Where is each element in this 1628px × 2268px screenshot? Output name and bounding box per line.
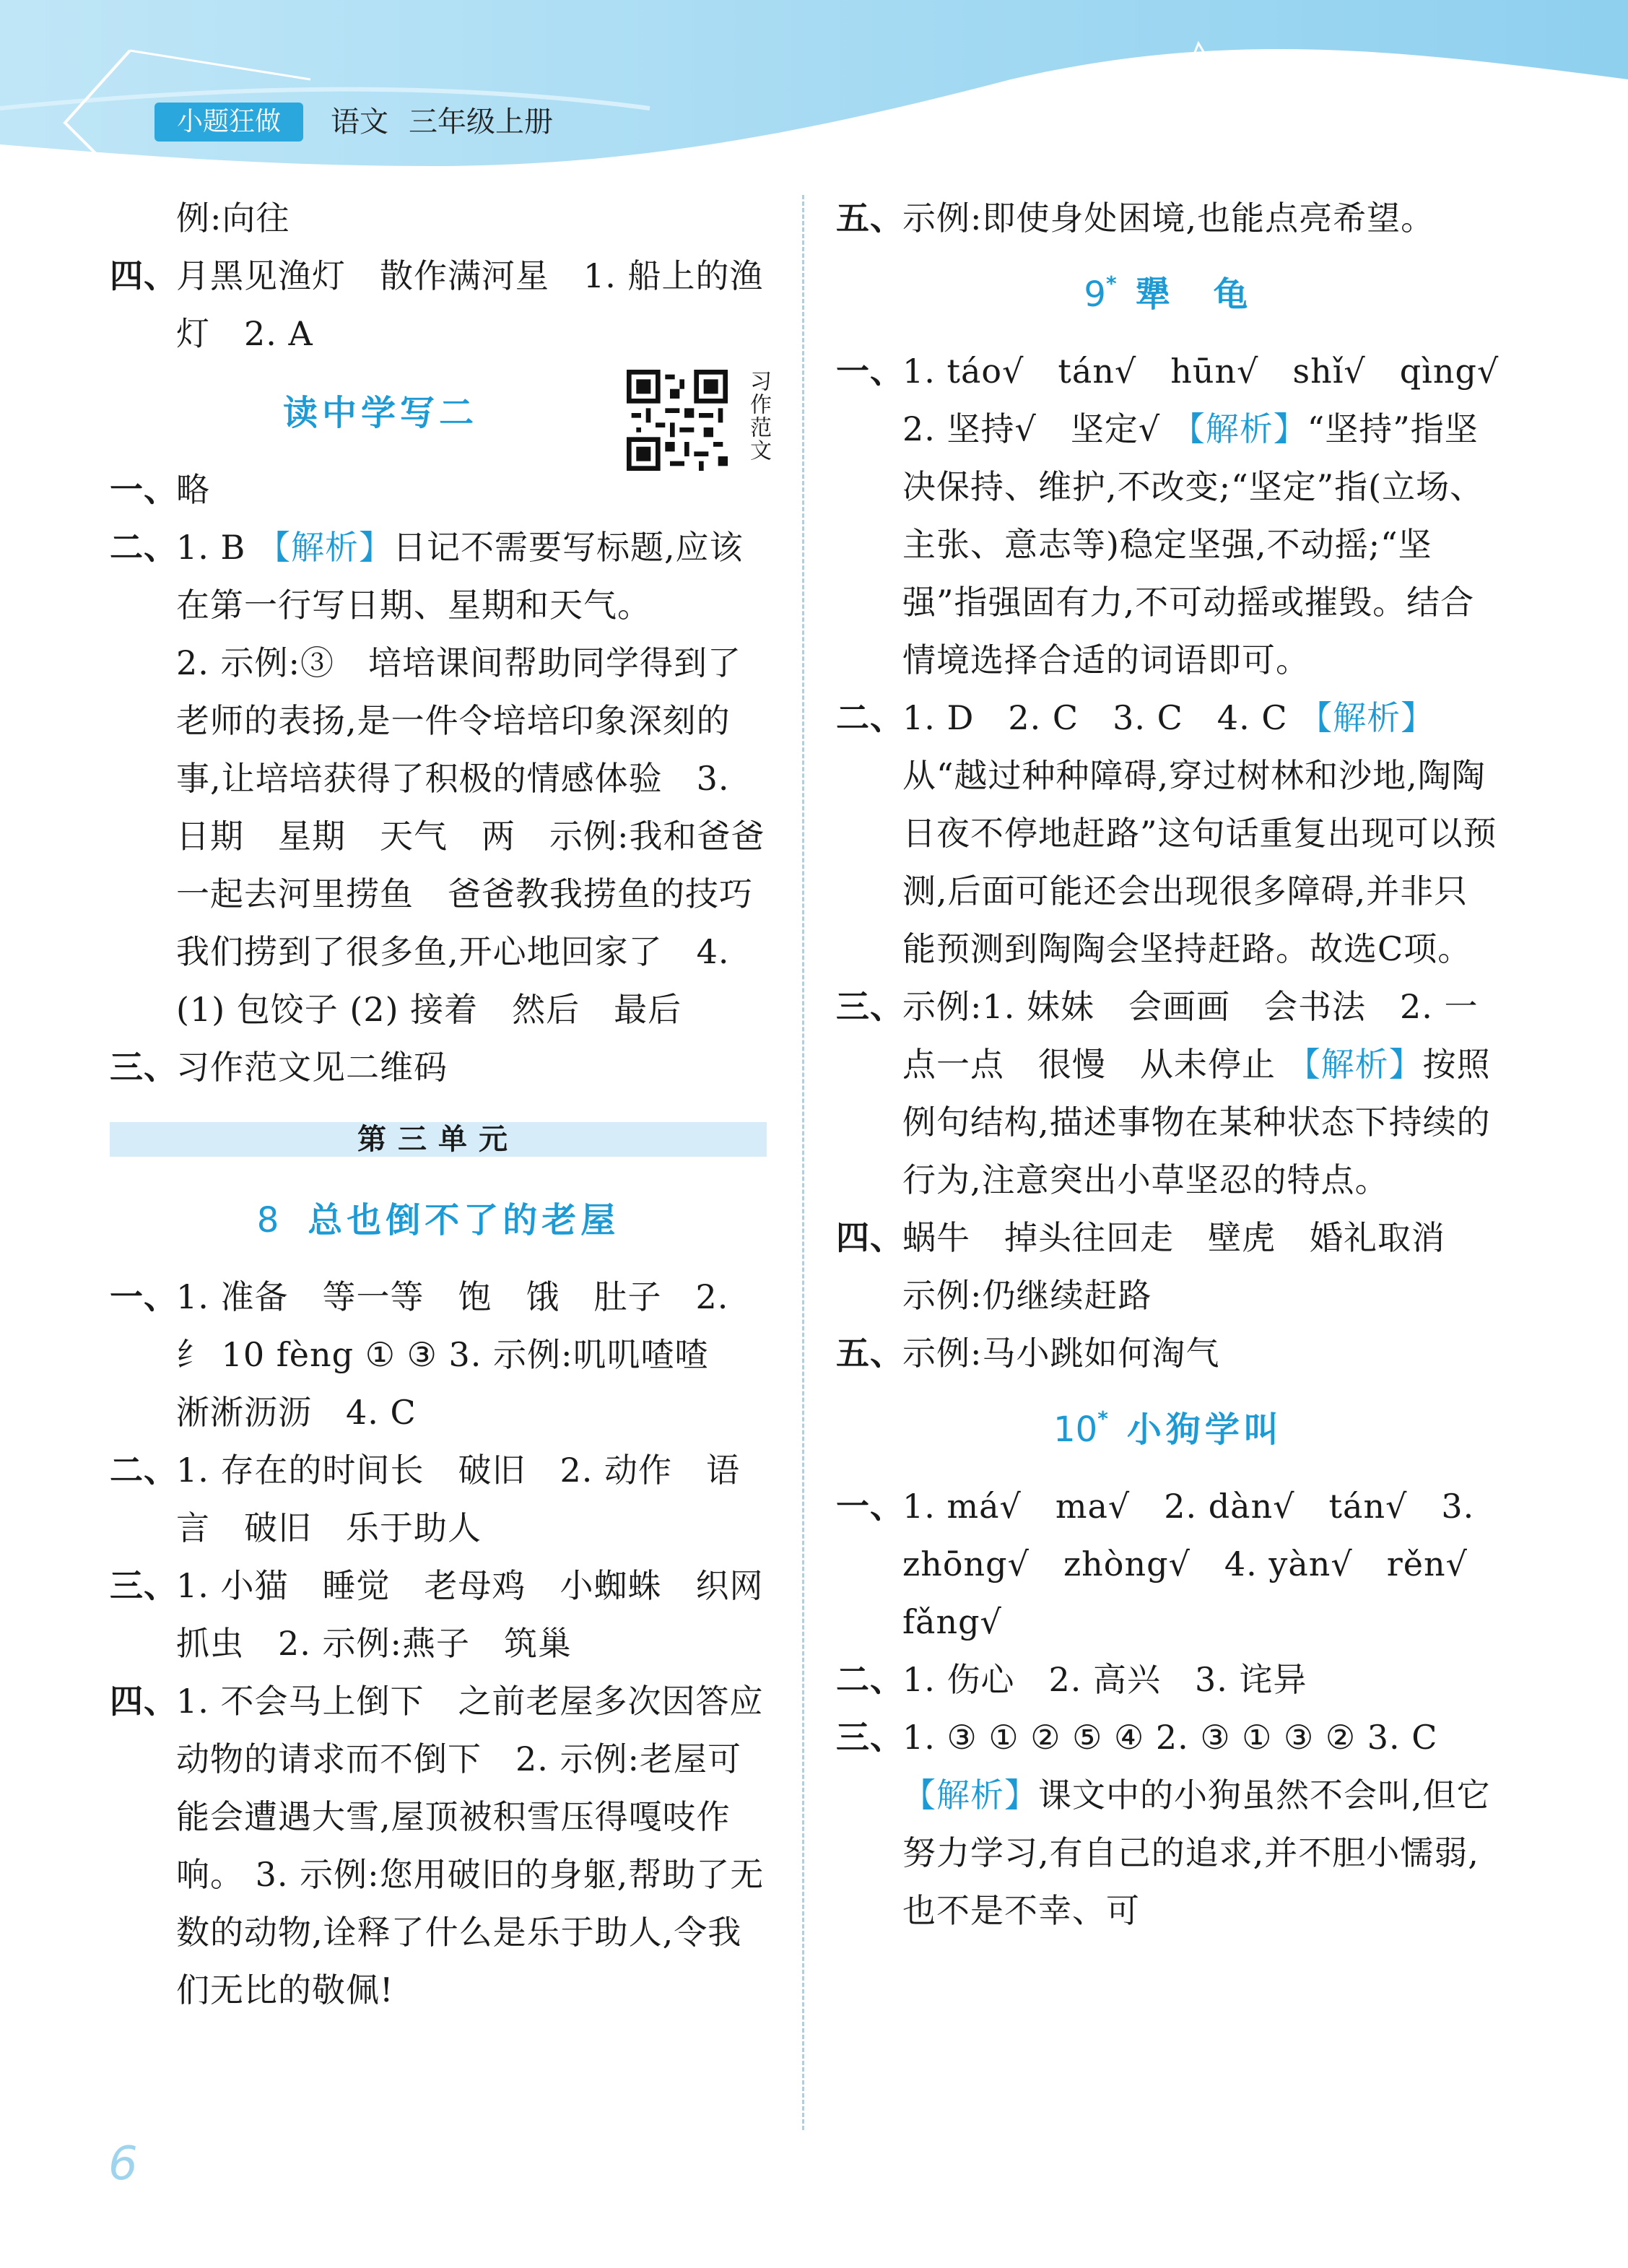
lesson-9-title bbox=[836, 251, 1500, 338]
right-column bbox=[836, 189, 1533, 1939]
lesson9-section-5: 五、 示例:马小跳如何淘气 bbox=[836, 1334, 1220, 1373]
lesson10-section-1: 一、 1. má√ ma√ 2. dàn√ tán√ 3. zhōng√ zhòng√ 4. yàn√ rěn√ fǎng√ bbox=[836, 1487, 1502, 1641]
analysis-tag: 【解析】 bbox=[1171, 409, 1307, 448]
lesson9-section-1: 一、 1. táo√ tán√ hūn√ shǐ√ qìng√ 2. 坚持√ 坚定√ 【解析】“坚持”指坚决保持、维护,不改变;“坚定”指(立场、主张、意志等)稳定坚强,不动摇;“坚强”指强固有力,不可动摇或摧毁。结合情境选择合适的词语即可。 bbox=[836, 352, 1533, 679]
qr-code-icon[interactable] bbox=[627, 370, 728, 471]
analysis-tag: 【解析】 bbox=[1299, 698, 1435, 737]
analysis-tag: 【解析】 bbox=[1287, 1045, 1423, 1084]
qr-code-block[interactable] bbox=[627, 370, 771, 478]
grade-label: 三年级上册 bbox=[409, 105, 553, 139]
section-title-read-write: 读中学写二 bbox=[282, 393, 478, 433]
lesson-number: 9 bbox=[1084, 274, 1106, 315]
lesson-name: 小狗学叫 bbox=[1126, 1409, 1283, 1450]
page-number: 6 bbox=[108, 2137, 138, 2191]
subject-label: 语文 bbox=[331, 105, 388, 139]
lesson-8-title bbox=[110, 1177, 767, 1264]
series-badge: 小题狂做 bbox=[154, 103, 303, 142]
lesson-name: 总也倒不了的老屋 bbox=[308, 1200, 620, 1241]
unit-heading: 第三单元 bbox=[110, 1122, 767, 1157]
lesson8-section-1: 一、 1. 准备 等一等 饱 饿 肚子 2. 纟 10 fèng ① ③ 3. 示例:叽叽喳喳 淅淅沥沥 4. C bbox=[110, 1277, 743, 1432]
answer-section-4: 四、 月黑见渔灯 散作满河星 1. 船上的渔灯 2. A bbox=[110, 256, 764, 353]
lesson9-section-4: 四、 蜗牛 掉头往回走 壁虎 婚礼取消 示例:仍继续赶路 bbox=[836, 1218, 1479, 1315]
lesson-number: 10 bbox=[1053, 1409, 1098, 1450]
answer-section-3: 三、 习作范文见二维码 bbox=[110, 1048, 448, 1087]
page-header bbox=[0, 0, 1628, 217]
lesson10-section-3: 三、 1. ③ ① ② ⑤ ④ 2. ③ ① ③ ② 3. C 【解析】课文中的小狗虽然不会叫,但它努力学习,有自己的追求,并不胆小懦弱,也不是不幸、可 bbox=[836, 1718, 1491, 1930]
lesson8-section-4: 四、 1. 不会马上倒下 之前老屋多次因答应动物的请求而不倒下 2. 示例:老屋可能会遭遇大雪,屋顶被积雪压得嘎吱作响。 3. 示例:您用破旧的身躯,帮助了无数的动物,诠释了什么是乐于助人,令我们无比的敬佩! bbox=[110, 1682, 765, 2010]
column-divider bbox=[802, 195, 804, 2130]
lesson10-section-2: 二、 1. 伤心 2. 高兴 3. 诧异 bbox=[836, 1660, 1307, 1699]
qr-caption: 习作范文 bbox=[746, 370, 771, 462]
lesson8-section-3: 三、 1. 小猫 睡觉 老母鸡 小蜘蛛 织网抓虫 2. 示例:燕子 筑巢 bbox=[110, 1566, 764, 1663]
optional-star: * bbox=[1097, 1407, 1113, 1430]
lesson-10-title bbox=[836, 1386, 1500, 1473]
answer-section-2-cont: 2. 示例:③ 培培课间帮助同学得到了老师的表扬,是一件令培培印象深刻的事,让培培获得了积极的情感体验 3. 日期 星期 天气 两 示例:我和爸爸一起去河里捞鱼 爸爸教我捞鱼的技巧 我们捞到了很多鱼,开心地回家了 4. (1) 包饺子 (2) 接着 然后 最后 bbox=[176, 643, 787, 1029]
lesson-number: 8 bbox=[256, 1200, 279, 1241]
lesson-name: 犟 龟 bbox=[1135, 274, 1253, 315]
answer-section-5: 五、 示例:即使身处困境,也能点亮希望。 bbox=[836, 199, 1435, 238]
answer-section-2: 二、 1. B 【解析】日记不需要写标题,应该在第一行写日期、星期和天气。 bbox=[110, 528, 744, 625]
analysis-tag: 【解析】 bbox=[902, 1776, 1038, 1815]
header-subtitle bbox=[331, 103, 573, 142]
analysis-tag: 【解析】 bbox=[256, 528, 393, 567]
lesson8-section-2: 二、 1. 存在的时间长 破旧 2. 动作 语言 破旧 乐于助人 bbox=[110, 1451, 741, 1547]
answer-line: 例:向往 bbox=[176, 199, 290, 238]
answer-section-1: 一、 略 bbox=[110, 470, 210, 509]
lesson9-section-3: 三、 示例:1. 妹妹 会画画 会书法 2. 一点一点 很慢 从未停止 【解析】按照例句结构,描述事物在某种状态下持续的行为,注意突出小草坚忍的特点。 bbox=[836, 987, 1491, 1199]
optional-star: * bbox=[1105, 271, 1121, 295]
lesson9-section-2: 二、 1. D 2. C 3. C 4. C 【解析】从“越过种种障碍,穿过树林和沙地,陶陶日夜不停地赶路”这句话重复出现可以预测,后面可能还会出现很多障碍,并非只能预测到陶陶会坚持赶路。故选C项。 bbox=[836, 698, 1497, 968]
